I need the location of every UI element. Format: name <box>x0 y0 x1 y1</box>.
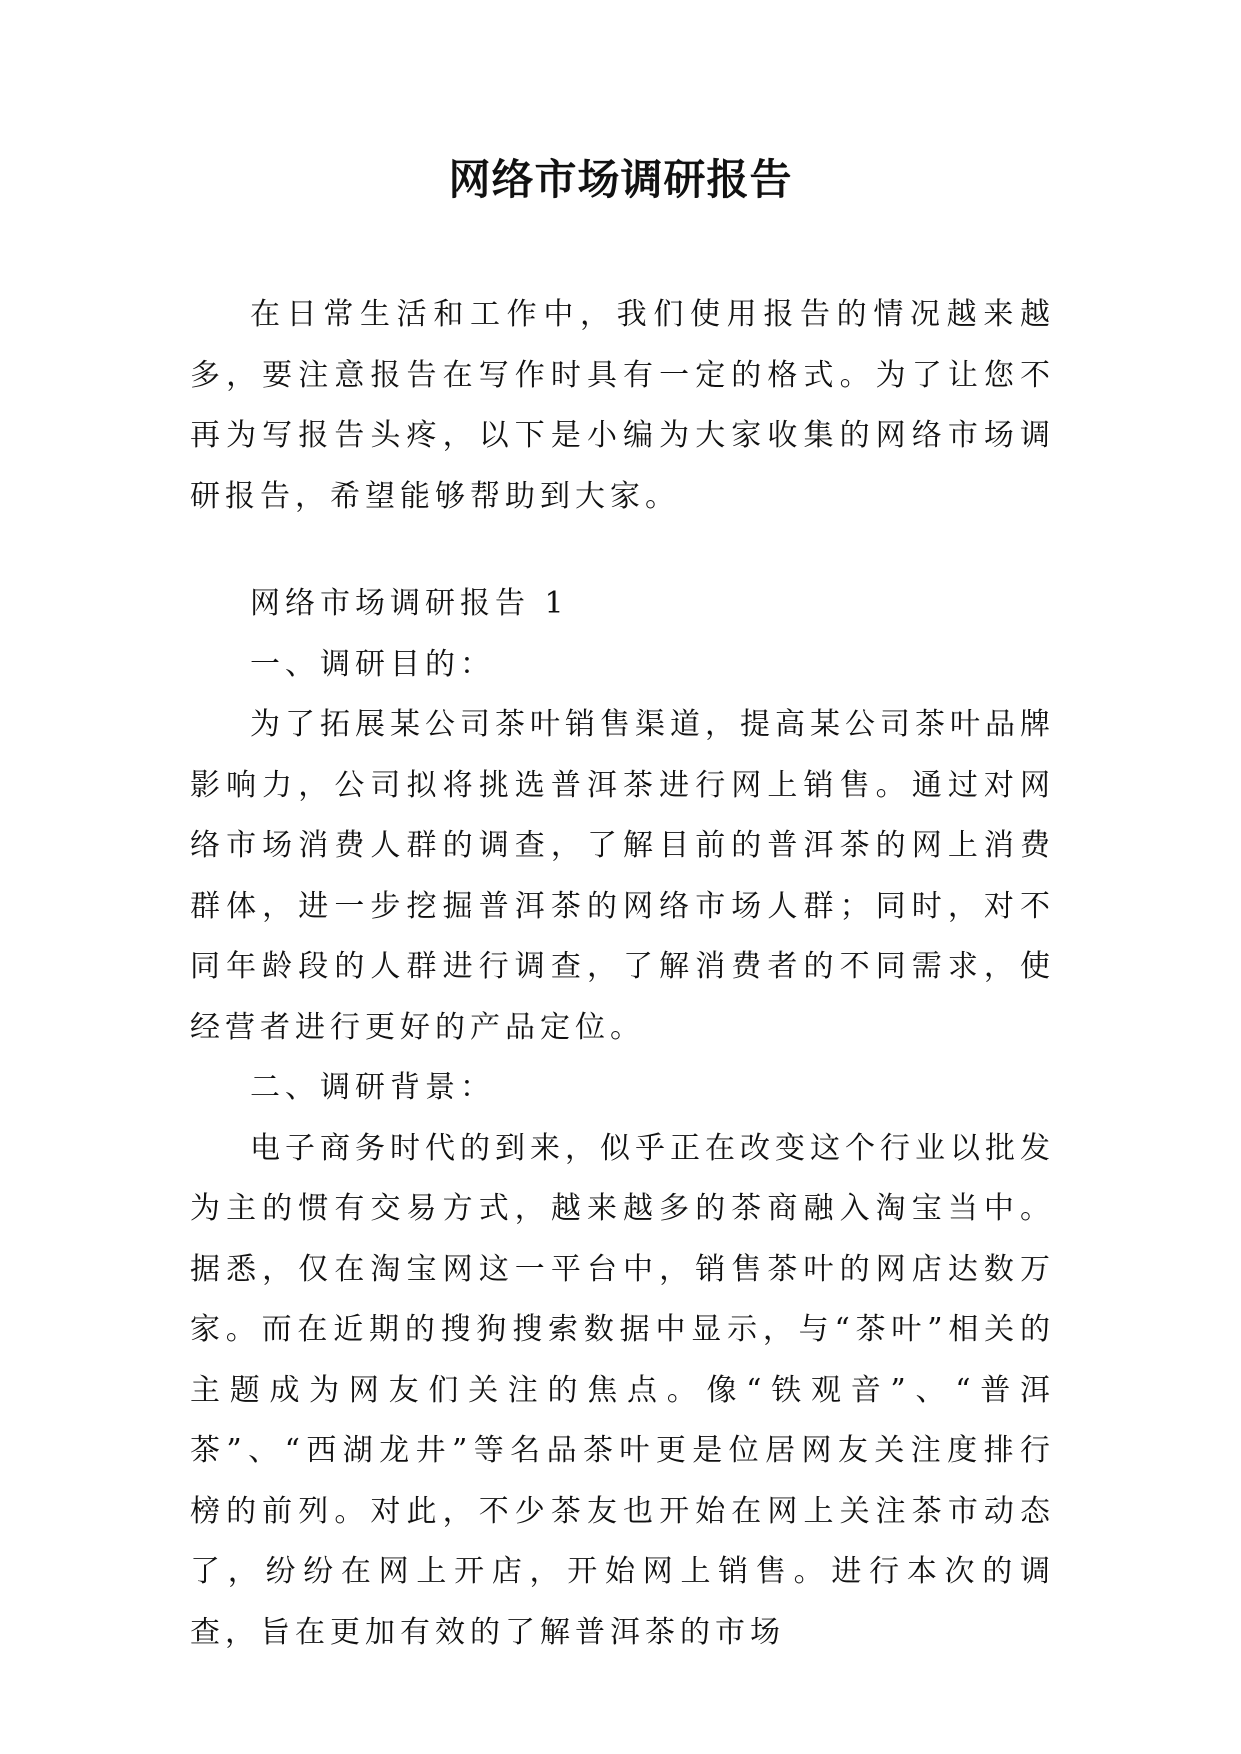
intro-paragraph: 在日常生活和工作中，我们使用报告的情况越来越多，要注意报告在写作时具有一定的格式。为了让您不再为写报告头疼，以下是小编为大家收集的网络市场调研报告，希望能够帮助到大家。 <box>190 297 1055 514</box>
report-section <box>190 574 1055 1663</box>
heading-purpose: 一、调研目的： <box>250 646 495 682</box>
heading-background: 二、调研背景： <box>250 1070 495 1105</box>
intro-block <box>190 285 1055 527</box>
paragraph-background: 电子商务时代的到来，似乎正在改变这个行业以批发为主的惯有交易方式，越来越多的茶商融入淘宝当中。据悉，仅在淘宝网这一平台中，销售茶叶的网店达数万家。而在近期的搜狗搜索数据中显示，与“茶叶”相关的主题成为网友们关注的焦点。像“铁观音”、“普洱茶”、“西湖龙井”等名品茶叶更是位居网友关注度排行榜的前列。对此，不少茶友也开始在网上关注茶市动态了，纷纷在网上开店，开始网上销售。进行本次的调查，旨在更加有效的了解普洱茶的市场 <box>190 1130 1055 1650</box>
paragraph-purpose: 为了拓展某公司茶叶销售渠道，提高某公司茶叶品牌影响力，公司拟将挑选普洱茶进行网上销售。通过对网络市场消费人群的调查，了解目前的普洱茶的网上消费群体，进一步挖掘普洱茶的网络市场人群；同时，对不同年龄段的人群进行调查，了解消费者的不同需求，使经营者进行更好的产品定位。 <box>190 707 1055 1045</box>
document-title: 网络市场调研报告 <box>448 155 793 204</box>
section-title: 网络市场调研报告 1 <box>250 586 569 621</box>
